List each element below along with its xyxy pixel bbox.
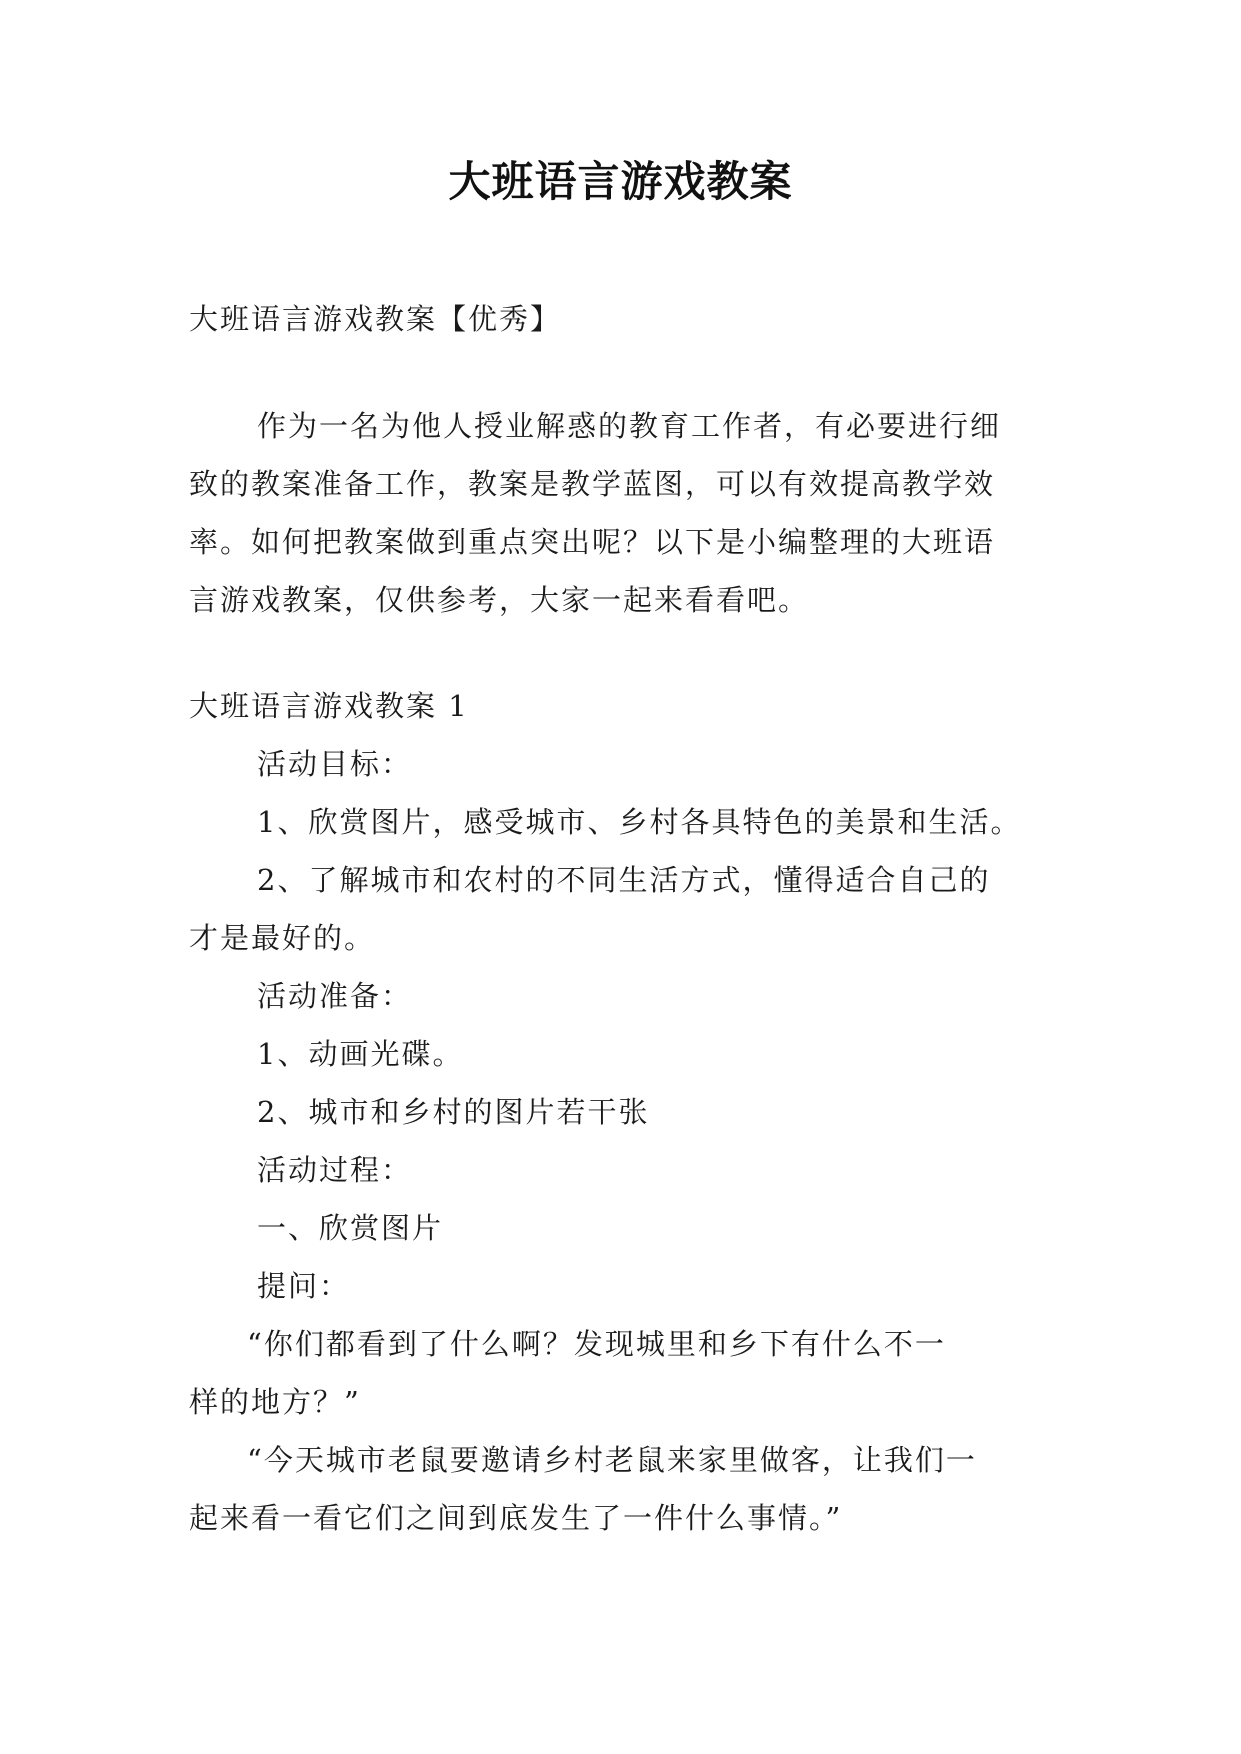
quote-2-cont: 起来看一看它们之间到底发生了一件什么事情。” bbox=[189, 1501, 843, 1535]
step-heading-1: 一、欣赏图片 bbox=[257, 1211, 444, 1245]
goal-item-2-cont: 才是最好的。 bbox=[189, 921, 376, 955]
quote-2: “今天城市老鼠要邀请乡村老鼠来家里做客，让我们一 bbox=[247, 1443, 977, 1477]
spacer bbox=[189, 629, 1049, 677]
document-subtitle: 大班语言游戏教案【优秀】 bbox=[189, 302, 562, 336]
prep-item-1: 1、动画光碟。 bbox=[257, 1037, 464, 1071]
document-body bbox=[189, 290, 1049, 1547]
intro-line-4: 言游戏教案，仅供参考，大家一起来看看吧。 bbox=[189, 583, 810, 617]
intro-line-2: 致的教案准备工作，教案是教学蓝图，可以有效提高教学效 bbox=[189, 467, 996, 501]
quote-1: “你们都看到了什么啊？发现城里和乡下有什么不一 bbox=[247, 1327, 946, 1361]
goal-item-2: 2、了解城市和农村的不同生活方式，懂得适合自己的 bbox=[257, 863, 991, 897]
intro-line-3: 率。如何把教案做到重点突出呢？以下是小编整理的大班语 bbox=[189, 525, 996, 559]
prep-item-2: 2、城市和乡村的图片若干张 bbox=[257, 1095, 650, 1129]
question-label: 提问： bbox=[257, 1269, 351, 1303]
prep-label: 活动准备： bbox=[257, 979, 413, 1013]
intro-line-1: 作为一名为他人授业解惑的教育工作者，有必要进行细 bbox=[257, 409, 1002, 443]
section-heading: 大班语言游戏教案 1 bbox=[189, 689, 469, 723]
spacer bbox=[189, 348, 1049, 397]
process-label: 活动过程： bbox=[257, 1153, 413, 1187]
document-title: 大班语言游戏教案 bbox=[448, 157, 793, 206]
goals-label: 活动目标： bbox=[257, 747, 413, 781]
goal-item-1: 1、欣赏图片，感受城市、乡村各具特色的美景和生活。 bbox=[257, 805, 1022, 839]
quote-1-cont: 样的地方？” bbox=[189, 1385, 361, 1419]
